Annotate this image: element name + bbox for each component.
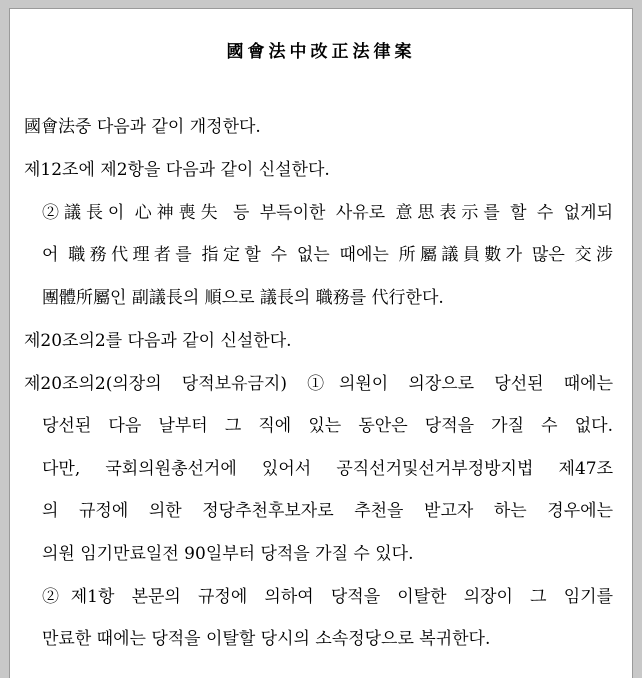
body-line-10: 의 규정에 의한 정당추천후보자로 추천을 받고자 하는 경우에는 (42, 501, 613, 521)
body-line-5: 團體所屬인 副議長의 順으로 議長의 職務를 代行한다. (42, 288, 444, 308)
body-line-13: 만료한 때에는 당적을 이탈할 당시의 소속정당으로 복귀한다. (42, 629, 491, 649)
body-line-9: 다만, 국회의원총선거에 있어서 공직선거및선거부정방지법 제47조 (42, 459, 613, 479)
body-line-12: ②제1항 본문의 규정에 의하여 당적을 이탈한 의장이 그 임기를 (42, 587, 613, 607)
document-page (9, 8, 633, 678)
body-line-2: 제12조에 제2항을 다음과 같이 신설한다. (24, 160, 330, 180)
body-line-1: 國會法중 다음과 같이 개정한다. (24, 117, 261, 137)
body-line-3: ②議長이 心神喪失 등 부득이한 사유로 意思表示를 할 수 없게되 (42, 203, 613, 223)
document-title: 國會法中改正法律案 (226, 42, 416, 62)
body-line-6: 제20조의2를 다음과 같이 신설한다. (24, 331, 292, 351)
body-line-7: 제20조의2(의장의 당적보유금지) ①의원이 의장으로 당선된 때에는 (24, 374, 613, 394)
body-line-11: 의원 임기만료일전 90일부터 당적을 가질 수 있다. (42, 544, 414, 564)
body-line-8: 당선된 다음 날부터 그 직에 있는 동안은 당적을 가질 수 없다. (42, 416, 613, 436)
body-line-4: 어 職務代理者를 指定할 수 없는 때에는 所屬議員數가 많은 交涉 (42, 245, 613, 265)
